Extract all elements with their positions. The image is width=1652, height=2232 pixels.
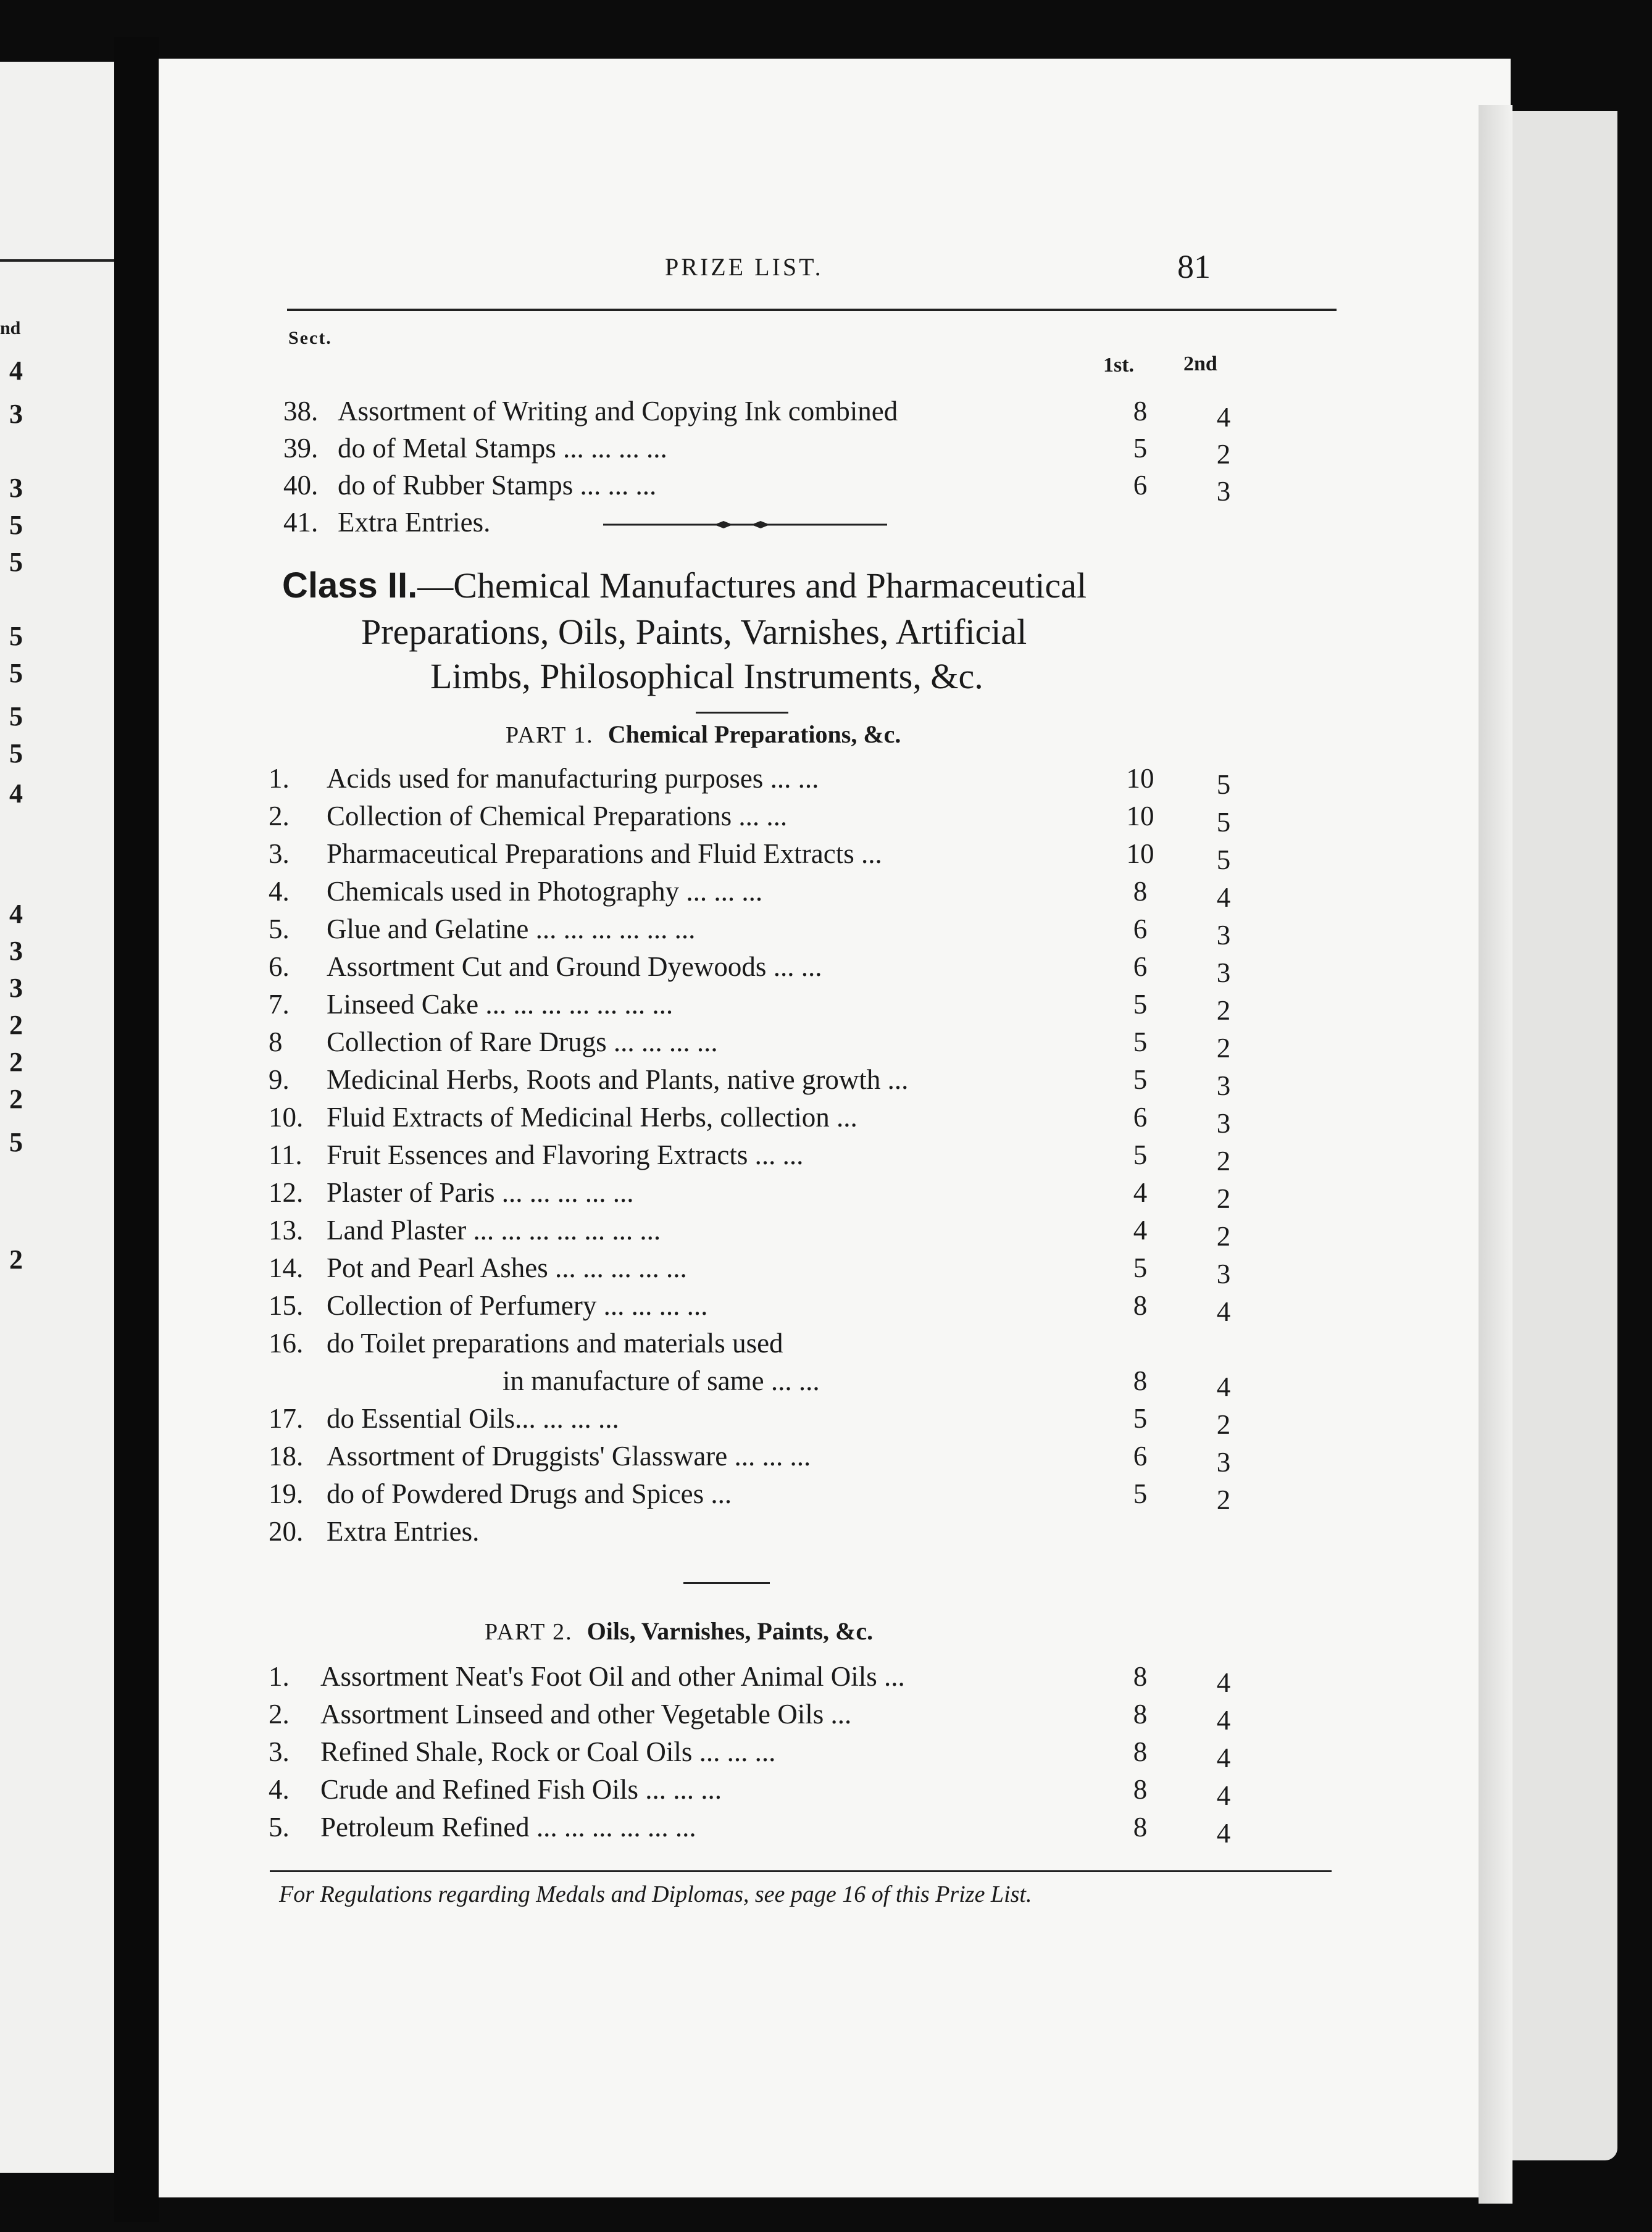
prize-first: 4 [1133, 1177, 1148, 1208]
prize-second: 3 [1216, 1447, 1231, 1478]
part-divider [683, 1582, 770, 1584]
prize-first: 8 [1133, 1365, 1148, 1396]
prize-first: 8 [1133, 876, 1148, 907]
prize-first: 5 [1133, 1026, 1148, 1057]
prize-second: 2 [1216, 1033, 1231, 1064]
item-label: Medicinal Herbs, Roots and Plants, native growth ... [327, 1064, 909, 1095]
item-number: 17. [269, 1403, 304, 1434]
item-label: Land Plaster ... ... ... ... ... ... ... [327, 1215, 661, 1246]
prize-first: 8 [1133, 1736, 1148, 1767]
list-item [159, 1064, 1511, 1101]
part2-heading [485, 1619, 873, 1644]
section-ornament [603, 518, 887, 531]
part2-label: PART 2. [485, 1619, 573, 1645]
prize-second: 5 [1216, 844, 1231, 875]
footer-rule [270, 1870, 1332, 1872]
list-item [159, 1327, 1511, 1362]
facing-page-text: 4 [9, 356, 23, 386]
facing-page-text: 5 [9, 658, 23, 688]
prize-first: 4 [1133, 1215, 1148, 1246]
item-label: do of Rubber Stamps ... ... ... [338, 470, 657, 501]
item-number: 9. [269, 1064, 290, 1095]
facing-page-text: nd [0, 318, 21, 338]
part1-heading [506, 722, 901, 747]
list-item [159, 1440, 1511, 1478]
prize-second: 2 [1216, 1183, 1231, 1214]
item-label: Refined Shale, Rock or Coal Oils ... ... ... [320, 1736, 776, 1767]
item-number: 3. [269, 1736, 290, 1767]
item-label: Fluid Extracts of Medicinal Herbs, collection ... [327, 1102, 857, 1133]
prize-first: 5 [1133, 1252, 1148, 1283]
item-label: Assortment of Druggists' Glassware ... ... ... [327, 1441, 811, 1472]
item-label: Pharmaceutical Preparations and Fluid Extracts ... [327, 838, 882, 869]
list-item [159, 1214, 1511, 1252]
item-number: 18. [269, 1441, 304, 1472]
item-number: 15. [269, 1290, 304, 1321]
prize-first: 8 [1133, 1812, 1148, 1843]
facing-page-text: 3 [9, 399, 23, 429]
item-label: do of Powdered Drugs and Spices ... [327, 1478, 732, 1509]
list-item [159, 1698, 1511, 1736]
list-item [159, 951, 1511, 988]
item-label: Extra Entries. [327, 1516, 480, 1547]
prize-second: 2 [1216, 1485, 1231, 1515]
item-label: Chemicals used in Photography ... ... ... [327, 876, 763, 907]
prize-first: 6 [1133, 1441, 1148, 1472]
list-item [159, 1101, 1511, 1139]
prize-second: 3 [1216, 1259, 1231, 1289]
list-item [159, 1773, 1511, 1811]
prize-second: 4 [1216, 1705, 1231, 1736]
item-number: 39. [283, 433, 319, 464]
prize-second: 4 [1216, 1296, 1231, 1327]
list-item [159, 875, 1511, 913]
list-item [159, 1736, 1511, 1773]
prize-first: 6 [1133, 470, 1148, 501]
item-number: 38. [283, 396, 319, 427]
item-number: 5. [269, 914, 290, 944]
prize-first: 8 [1133, 1661, 1148, 1692]
list-item [159, 1365, 1511, 1402]
prize-second: 2 [1216, 995, 1231, 1026]
item-label: do Essential Oils... ... ... ... [327, 1403, 619, 1434]
item-number: 14. [269, 1252, 304, 1283]
prize-first: 6 [1133, 1102, 1148, 1133]
list-item [159, 1478, 1511, 1515]
prize-second: 4 [1216, 1780, 1231, 1811]
column-head-first: 1st. [1103, 354, 1135, 377]
facing-page-text: 2 [9, 1010, 23, 1040]
prize-second: 4 [1216, 1667, 1231, 1698]
item-label: Glue and Gelatine ... ... ... ... ... ... [327, 914, 696, 944]
list-item [159, 432, 1511, 470]
prize-first: 5 [1133, 989, 1148, 1020]
list-item [159, 1139, 1511, 1176]
facing-page-text: 2 [9, 1084, 23, 1114]
item-number: 40. [283, 470, 319, 501]
item-number: 7. [269, 989, 290, 1020]
facing-page-text: 3 [9, 473, 23, 503]
item-number: 4. [269, 876, 290, 907]
prize-first: 10 [1126, 801, 1154, 831]
document-page [159, 59, 1511, 2197]
column-head-second: 2nd [1183, 352, 1217, 375]
item-number: 1. [269, 763, 290, 794]
prize-second: 2 [1216, 1146, 1231, 1176]
prize-second: 4 [1216, 1818, 1231, 1849]
item-number: 8 [269, 1026, 283, 1057]
facing-page-text: 5 [9, 701, 23, 731]
facing-page-text: 2 [9, 1244, 23, 1275]
item-label: Acids used for manufacturing purposes ... ... [327, 763, 819, 794]
facing-page-text: 3 [9, 973, 23, 1003]
item-number: 41. [283, 507, 319, 538]
item-label: do Toilet preparations and materials used [327, 1328, 783, 1359]
prize-first: 8 [1133, 1699, 1148, 1730]
list-item [159, 1515, 1511, 1550]
item-number: 10. [269, 1102, 304, 1133]
list-item [159, 469, 1511, 507]
item-label: Collection of Chemical Preparations ... ... [327, 801, 788, 831]
list-item [159, 1252, 1511, 1289]
page-edge-shadow [1479, 105, 1512, 2204]
item-number: 6. [269, 951, 290, 982]
item-number: 3. [269, 838, 290, 869]
item-number: 2. [269, 1699, 290, 1730]
list-item [159, 913, 1511, 951]
facing-page-text: 4 [9, 778, 23, 809]
prize-first: 5 [1133, 1139, 1148, 1170]
prize-second: 3 [1216, 1070, 1231, 1101]
item-label: Petroleum Refined ... ... ... ... ... ... [320, 1812, 696, 1843]
part1-label: PART 1. [506, 722, 594, 748]
class-title-line2: Preparations, Oils, Paints, Varnishes, Artificial [361, 612, 1027, 652]
footer-note: For Regulations regarding Medals and Diplomas, see page 16 of this Prize List. [279, 1881, 1032, 1907]
part1-title: Chemical Preparations, &c. [607, 720, 901, 748]
item-label: Plaster of Paris ... ... ... ... ... [327, 1177, 634, 1208]
list-item [159, 1811, 1511, 1849]
prize-second: 5 [1216, 807, 1231, 838]
facing-page-text: 5 [9, 510, 23, 540]
prize-second: 2 [1216, 439, 1231, 470]
class-title-rest: —Chemical Manufactures and Pharmaceutical [417, 565, 1087, 606]
item-number: 12. [269, 1177, 304, 1208]
list-item [159, 395, 1511, 433]
item-label: Fruit Essences and Flavoring Extracts ... ... [327, 1139, 804, 1170]
facing-page-text: 5 [9, 547, 23, 577]
prize-second: 2 [1216, 1221, 1231, 1252]
prize-first: 5 [1133, 1403, 1148, 1434]
prize-second: 3 [1216, 1108, 1231, 1139]
item-label: Extra Entries. [338, 507, 491, 538]
class-title-prefix: Class II. [282, 565, 418, 606]
running-header: PRIZE LIST. [665, 253, 824, 281]
item-label: Crude and Refined Fish Oils ... ... ... [320, 1774, 722, 1805]
item-number: 1. [269, 1661, 290, 1692]
item-label: do of Metal Stamps ... ... ... ... [338, 433, 667, 464]
facing-page-text: 5 [9, 738, 23, 768]
facing-page-rule [0, 259, 114, 262]
item-label: Linseed Cake ... ... ... ... ... ... ... [327, 989, 674, 1020]
prize-first: 6 [1133, 951, 1148, 982]
item-number: 16. [269, 1328, 304, 1359]
part2-title: Oils, Varnishes, Paints, &c. [586, 1617, 874, 1645]
item-label: Pot and Pearl Ashes ... ... ... ... ... [327, 1252, 687, 1283]
item-number: 20. [269, 1516, 304, 1547]
item-label: Assortment Linseed and other Vegetable Oils ... [320, 1699, 852, 1730]
facing-page-text: 4 [9, 899, 23, 929]
facing-page-text: 2 [9, 1047, 23, 1077]
list-item [159, 1026, 1511, 1064]
prize-second: 3 [1216, 476, 1231, 507]
sect-heading: Sect. [288, 328, 332, 348]
class-title-line1 [282, 565, 1087, 606]
list-item [159, 1660, 1511, 1698]
book-spine [114, 37, 159, 2222]
item-label: Collection of Perfumery ... ... ... ... [327, 1290, 708, 1321]
item-number: 13. [269, 1215, 304, 1246]
item-label: Assortment Neat's Foot Oil and other Animal Oils ... [320, 1661, 905, 1692]
facing-page-text: 5 [9, 1127, 23, 1157]
prize-first: 8 [1133, 1290, 1148, 1321]
prize-first: 10 [1126, 763, 1154, 794]
prize-first: 8 [1133, 1774, 1148, 1805]
list-item [159, 1176, 1511, 1214]
item-label: Assortment Cut and Ground Dyewoods ... ... [327, 951, 822, 982]
facing-page-text: 5 [9, 621, 23, 651]
item-number: 5. [269, 1812, 290, 1843]
item-number: 11. [269, 1139, 302, 1170]
list-item [159, 838, 1511, 875]
list-item [159, 800, 1511, 838]
item-label: in manufacture of same ... ... [503, 1365, 820, 1396]
prize-second: 3 [1216, 957, 1231, 988]
facing-page-text: 3 [9, 936, 23, 966]
prize-second: 5 [1216, 769, 1231, 800]
class-title-line3: Limbs, Philosophical Instruments, &c. [430, 656, 983, 696]
prize-first: 10 [1126, 838, 1154, 869]
item-label: Assortment of Writing and Copying Ink combined [338, 396, 898, 427]
list-item [159, 1289, 1511, 1327]
prize-second: 4 [1216, 1743, 1231, 1773]
prize-first: 5 [1133, 433, 1148, 464]
item-number: 19. [269, 1478, 304, 1509]
prize-second: 4 [1216, 402, 1231, 433]
prize-second: 4 [1216, 1372, 1231, 1402]
list-item [159, 988, 1511, 1026]
prize-first: 5 [1133, 1478, 1148, 1509]
item-number: 4. [269, 1774, 290, 1805]
prize-first: 5 [1133, 1064, 1148, 1095]
prize-second: 2 [1216, 1409, 1231, 1440]
prize-second: 4 [1216, 882, 1231, 913]
facing-page-fragment [0, 62, 114, 2173]
prize-second: 3 [1216, 920, 1231, 951]
list-item [159, 762, 1511, 800]
item-label: Collection of Rare Drugs ... ... ... ... [327, 1026, 718, 1057]
prize-first: 8 [1133, 396, 1148, 427]
prize-first: 6 [1133, 914, 1148, 944]
list-item [159, 1402, 1511, 1440]
item-number: 2. [269, 801, 290, 831]
header-rule [287, 309, 1337, 311]
page-number: 81 [1177, 248, 1211, 285]
title-rule [696, 712, 788, 714]
